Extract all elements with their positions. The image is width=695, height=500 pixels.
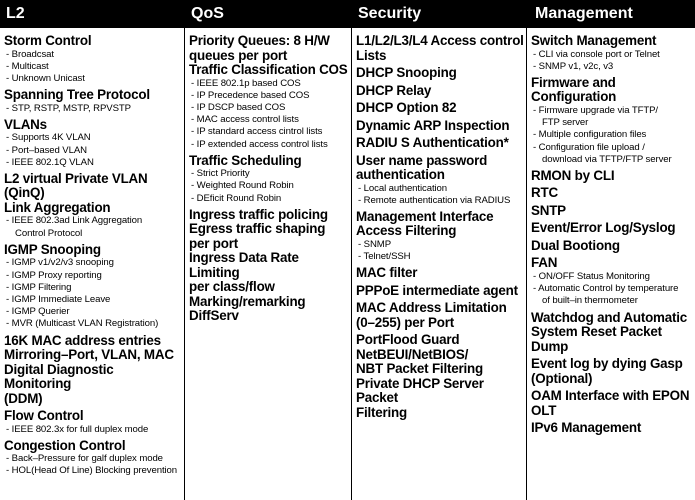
list-item-continuation: download via TFTP/FTP server (542, 153, 672, 165)
qinq-title: L2 virtual Private VLAN (QinQ) (4, 170, 148, 201)
list-item: - SNMP (356, 239, 526, 251)
dying-gasp-title-line2: (Optional) (531, 370, 593, 386)
ipv6-title: IPv6 Management (531, 420, 642, 436)
user-auth-title: User name password (356, 152, 488, 168)
list-item: - SNMP v1, v2c, v3 (531, 61, 695, 73)
list-item: - IP DSCP based COS (189, 102, 351, 114)
mac-limit-title-line2: (0–255) per Port (356, 314, 455, 330)
rmon-title: RMON by CLI (531, 167, 615, 183)
header-management: Management (527, 0, 695, 28)
congestion-control-title: Congestion Control (4, 437, 126, 453)
user-auth-title-line2: authentication (356, 167, 445, 182)
list-item: - IP Precedence based COS (189, 90, 351, 102)
list-item: - IEEE 802.1Q VLAN (4, 157, 184, 169)
dhcp-server-filter-title-line2: Filtering (356, 404, 408, 420)
list-item-continuation: of built–in thermometer (542, 295, 638, 307)
egress-shaping-title: Egress traffic shaping (189, 221, 326, 237)
dual-boot-title: Dual Bootiong (531, 237, 620, 253)
list-item: - Configuration file upload / (531, 142, 695, 154)
list-item: - IEEE 802.1p based COS (189, 78, 351, 90)
list-item: - Strict Priority (189, 168, 351, 180)
column-security (351, 0, 526, 500)
arp-inspection-title: Dynamic ARP Inspection (356, 117, 510, 133)
list-item: - IP extended access control lists (189, 139, 351, 151)
mgmt-filter-title-line2: Access Filtering (356, 223, 457, 239)
ingress-policing-title: Ingress traffic policing (189, 206, 328, 222)
dhcp-snooping-title: DHCP Snooping (356, 65, 457, 80)
list-item: - HOL(Head Of Line) Blocking prevention (4, 465, 184, 477)
list-item: - MVR (Multicast VLAN Registration) (4, 318, 184, 330)
column-l2 (0, 0, 184, 500)
vlans-title: VLANs (4, 116, 47, 132)
netbeui-title: NetBEUI/NetBIOS/ (356, 346, 469, 362)
header-qos: QoS (185, 0, 351, 28)
switch-management-title: Switch Management (531, 33, 657, 48)
list-item: - Weighted Round Robin (189, 180, 351, 192)
list-item: - Unknown Unicast (4, 73, 184, 85)
mirroring-title: Mirroring–Port, VLAN, MAC (4, 347, 174, 363)
event-log-title: Event/Error Log/Syslog (531, 220, 676, 236)
list-item: - Remote authentication via RADIUS (356, 195, 526, 207)
priority-queues-title: Priority Queues: 8 H/W (189, 33, 330, 48)
flow-control-title: Flow Control (4, 408, 84, 424)
list-item: - Multiple configuration files (531, 129, 695, 141)
ddm-title: Digital Diagnostic Monitoring (4, 361, 114, 392)
diffserv-title: DiffServ (189, 308, 239, 324)
pppoe-title: PPPoE intermediate agent (356, 282, 518, 298)
oam-title: OAM Interface with EPON OLT (531, 388, 690, 418)
traffic-classification-title: Traffic Classification COS (189, 62, 348, 77)
list-item: - IGMP Filtering (4, 282, 184, 294)
mgmt-filter-title: Management Interface (356, 208, 494, 224)
traffic-scheduling-title: Traffic Scheduling (189, 152, 302, 168)
list-item: - Back–Pressure for galf duplex mode (4, 453, 184, 465)
list-item: - ON/OFF Status Monitoring (531, 271, 695, 283)
list-item: - IEEE 802.3x for full duplex mode (4, 424, 184, 436)
watchdog-title-line2: System Reset Packet Dump (531, 324, 662, 354)
acl-title-line2: Lists (356, 47, 387, 63)
list-item: - IGMP Proxy reporting (4, 270, 184, 282)
egress-shaping-title-line2: per port (189, 235, 238, 251)
ddm-title-line2: (DDM) (4, 390, 43, 406)
header-l2: L2 (0, 0, 184, 28)
mac-limit-title: MAC Address Limitation (356, 300, 507, 316)
portflood-title: PortFlood Guard (356, 332, 460, 348)
fan-title: FAN (531, 255, 558, 271)
list-item: - Firmware upgrade via TFTP/ (531, 105, 695, 117)
list-item: - IGMP Querier (4, 306, 184, 318)
list-item: - MAC access control lists (189, 114, 351, 126)
mac-entries-title: 16K MAC address entries (4, 332, 161, 348)
dhcp-relay-title: DHCP Relay (356, 82, 432, 98)
list-item: - STP, RSTP, MSTP, RPVSTP (4, 103, 184, 115)
list-item-continuation: Control Protocol (15, 227, 83, 239)
marking-title: Marking/remarking (189, 293, 306, 309)
storm-control-title: Storm Control (4, 33, 92, 48)
acl-title: L1/L2/L3/L4 Access control (356, 33, 524, 48)
link-aggregation-title: Link Aggregation (4, 199, 111, 215)
list-item: - Multicast (4, 61, 184, 73)
mac-filter-title: MAC filter (356, 265, 418, 281)
igmp-title: IGMP Snooping (4, 241, 101, 257)
priority-queues-title-line2: queues per port (189, 47, 288, 63)
watchdog-title: Watchdog and Automatic (531, 309, 688, 325)
list-item: - Local authentication (356, 183, 526, 195)
list-item: - DEficit Round Robin (189, 193, 351, 205)
list-item: - IGMP Immediate Leave (4, 294, 184, 306)
ingress-rate-title-line2: per class/flow (189, 279, 275, 295)
stp-title: Spanning Tree Protocol (4, 87, 150, 103)
list-item-continuation: FTP server (542, 117, 589, 129)
radius-title: RADIU S Authentication* (356, 135, 509, 150)
firmware-title: Firmware and Configuration (531, 74, 617, 105)
list-item: - IP standard access cintrol lists (189, 126, 351, 138)
list-item: - Broadcsat (4, 49, 184, 61)
list-item: - Telnet/SSH (356, 251, 526, 263)
netbeui-title-line2: NBT Packet Filtering (356, 361, 483, 377)
list-item: - IGMP v1/v2/v3 snooping (4, 257, 184, 269)
list-item: - Supports 4K VLAN (4, 132, 184, 144)
sntp-title: SNTP (531, 202, 566, 218)
dhcp-option82-title: DHCP Option 82 (356, 100, 457, 115)
list-item: - IEEE 802.3ad Link Aggregation (4, 215, 184, 227)
column-qos (184, 0, 351, 500)
dying-gasp-title: Event log by dying Gasp (531, 356, 683, 372)
ingress-rate-title: Ingress Data Rate Limiting (189, 250, 299, 280)
list-item: - CLI via console port or Telnet (531, 49, 695, 61)
column-management (526, 0, 695, 500)
header-security: Security (352, 0, 526, 28)
list-item: - Automatic Control by temperature (531, 283, 695, 295)
rtc-title: RTC (531, 185, 558, 201)
dhcp-server-filter-title: Private DHCP Server Packet (356, 375, 484, 406)
list-item: - Port–based VLAN (4, 145, 184, 157)
